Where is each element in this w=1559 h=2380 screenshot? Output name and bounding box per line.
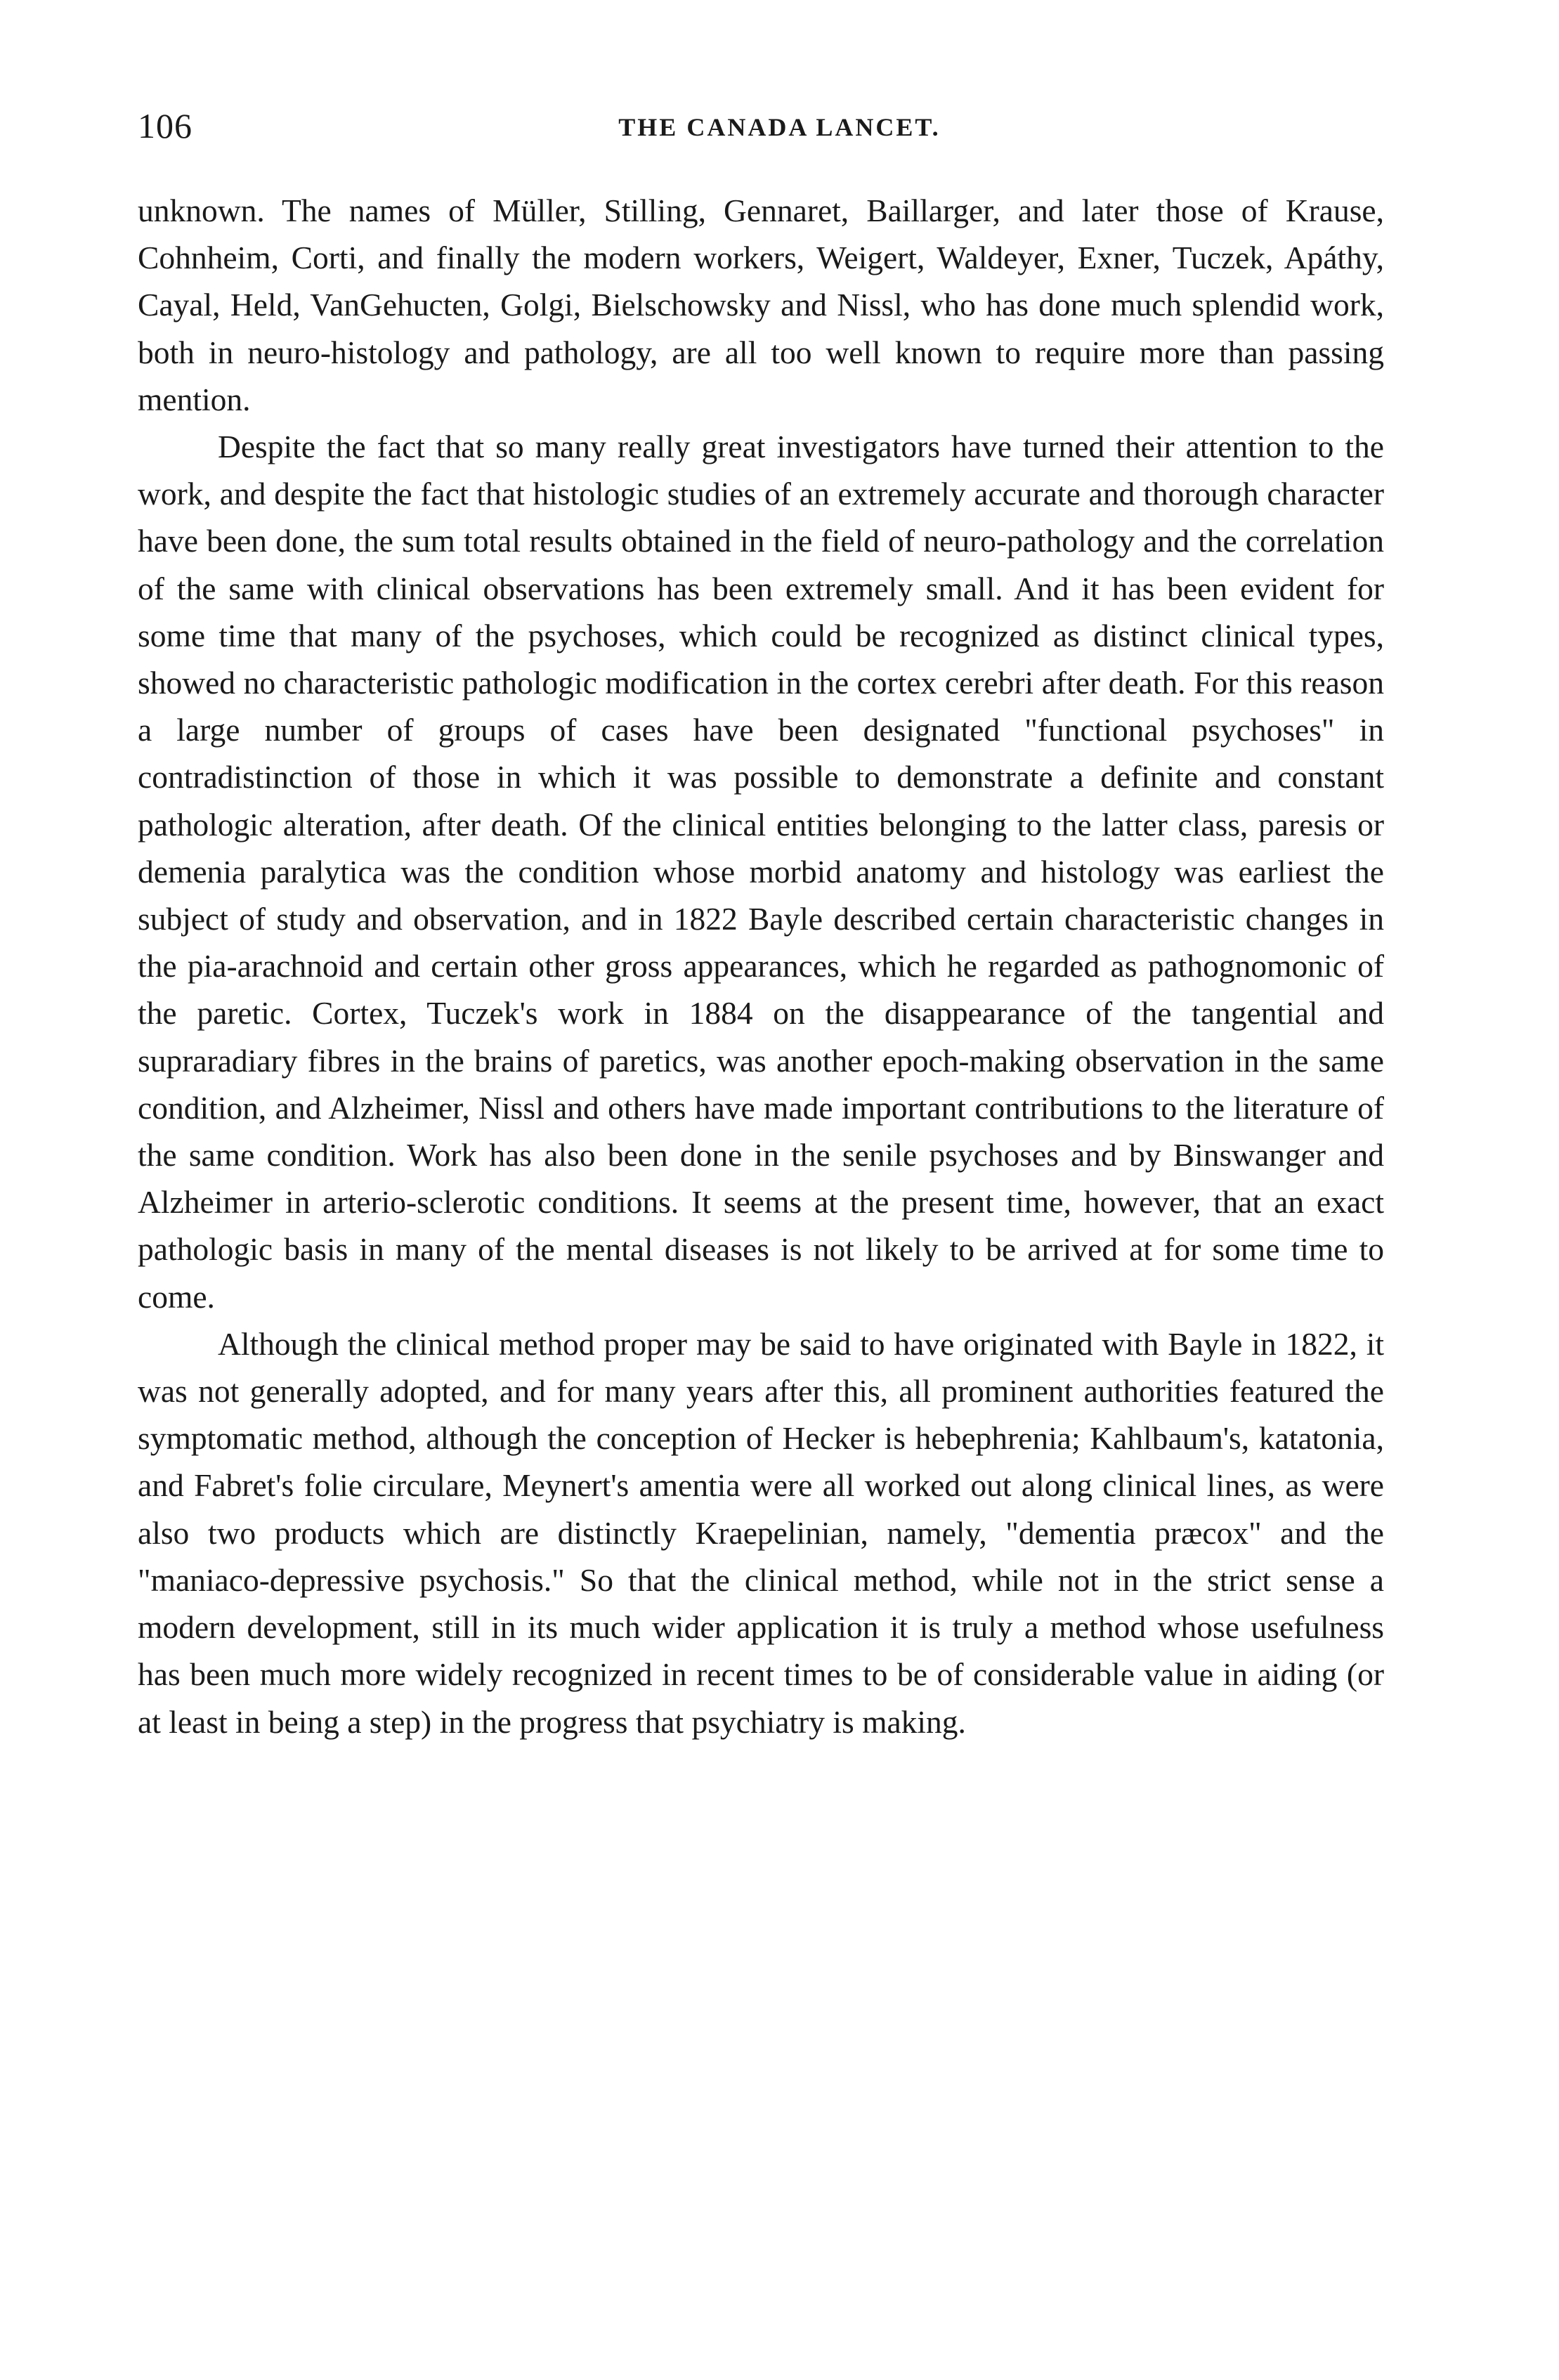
paragraph-although: Although the clinical method proper may be said to have originated with Bayle in 1822, it was not generally adopted, and for many years after this, all prominent authorities featured the symptomatic method, although the conception of Hecker is hebephrenia; Kahlbaum's, katatonia, and Fabret's folie circulare, Meynert's amentia were all worked out along clinical lines, as were also two products which are distinctly Kraepelinian, namely, "dementia præcox" and the "maniaco-depressive psychosis." So that the clinical method, while not in the strict sense a modern development, still in its much wider application it is truly a method whose usefulness has been much more widely recognized in recent times to be of considerable value in aiding (or at least in being a step) in the progress that psychiatry is making.: [138, 1325, 1384, 1740]
running-head: THE CANADA LANCET.: [618, 113, 941, 141]
page-number: 106: [138, 106, 193, 145]
paragraph-continued: unknown. The names of Müller, Stilling, Gennaret, Baillarger, and later those of Krause, Cohnheim, Corti, and finally the modern workers, Weigert, Waldeyer, Exner, Tuczek, Apáthy, Cayal, Held, VanGehucten, Golgi, Bielschowsky and Nissl, who has done much splendid work, both in neuro-histology and pathology, are all too well known to require more than passing mention.: [138, 193, 1384, 417]
paragraph-despite: Despite the fact that so many really great investigators have turned their attention to the work, and despite the fact that histologic studies of an extremely accurate and thorough character have been done, the sum total results obtained in the field of neuro-pathology and the correlation of the same with clinical observations has been extremely small. And it has been evident for some time that many of the psychoses, which could be recognized as distinct clinical types, showed no characteristic pathologic modification in the cortex cerebri after death. For this reason a large number of groups of cases have been designated "functional psychoses" in contradistinction of those in which it was possible to demonstrate a definite and constant pathologic alteration, after death. Of the clinical entities belonging to the latter class, paresis or demenia paralytica was the condition whose morbid anatomy and histology was earliest the subject of study and observation, and in 1822 Bayle described certain characteristic changes in the pia-arachnoid and certain other gross appearances, which he regarded as pathognomonic of the paretic. Cortex, Tuczek's work in 1884 on the disappearance of the tangential and supraradiary fibres in the brains of paretics, was another epoch-making observation in the same condition, and Alzheimer, Nissl and others have made important contributions to the literature of the same condition. Work has also been done in the senile psychoses and by Binswanger and Alzheimer in arterio-sclerotic conditions. It seems at the present time, however, that an exact pathologic basis in many of the mental diseases is not likely to be arrived at for some time to come.: [138, 429, 1384, 1315]
body-text: [138, 187, 1384, 1745]
